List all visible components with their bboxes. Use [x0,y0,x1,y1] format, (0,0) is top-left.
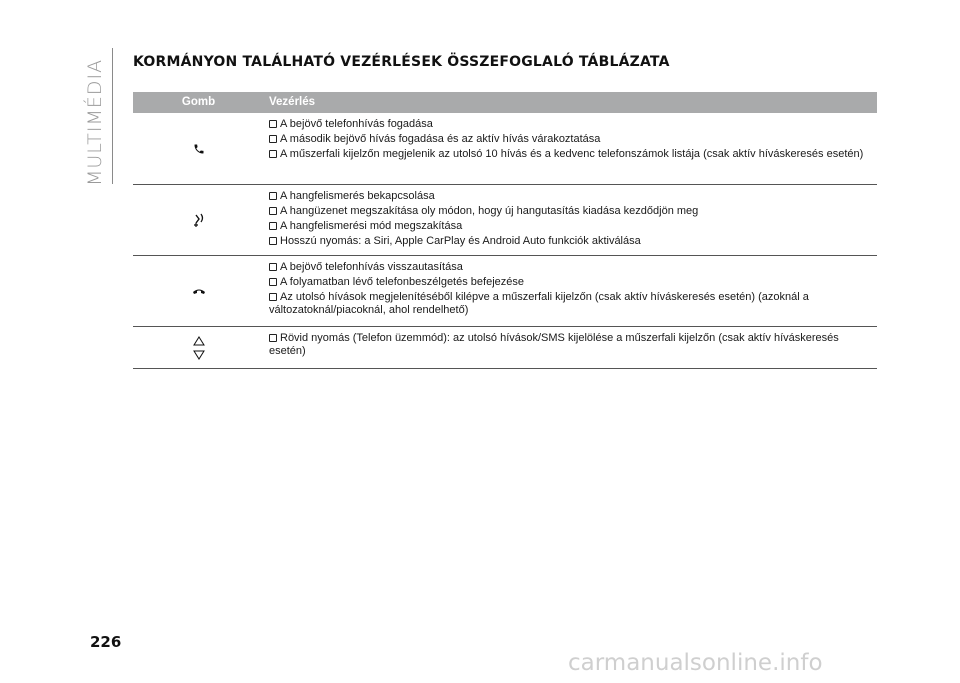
checkbox-bullet-icon [269,278,277,286]
list-item: A hangüzenet megszakítása oly módon, hogy új hangutasítás kiadása kezdődjön meg [269,205,871,218]
table-row [133,327,877,369]
table-row [133,113,877,185]
checkbox-bullet-icon [269,120,277,128]
checkbox-bullet-icon [269,222,277,230]
checkbox-bullet-icon [269,334,277,342]
up-down-arrows-icon [133,327,264,368]
voice-recognition-icon [133,185,264,255]
checkbox-bullet-icon [269,293,277,301]
list-item: Az utolsó hívások megjelenítéséből kilépve a műszerfali kijelzőn (csak aktív híváskeresés esetén) (azoknál a változatoknál/piacoknál, ahol rendelhető) [269,291,809,316]
controls-table [133,92,877,369]
table-header [133,92,877,113]
checkbox-bullet-icon [269,135,277,143]
checkbox-bullet-icon [269,263,277,271]
watermark: carmanualsonline.info [568,650,823,676]
control-cell [264,113,877,184]
control-cell [264,185,877,255]
header-button: Gomb [181,96,216,108]
page-title: KORMÁNYON TALÁLHATÓ VEZÉRLÉSEK ÖSSZEFOGLALÓ TÁBLÁZATA [133,54,670,70]
list-item: Hosszú nyomás: a Siri, Apple CarPlay és Android Auto funkciók aktiválása [269,235,871,248]
phone-hangup-icon [133,256,264,326]
list-item: Rövid nyomás (Telefon üzemmód): az utolsó hívások/SMS kijelölése a műszerfali kijelzőn (csak aktív híváskeresés esetén) [269,332,839,357]
control-cell [264,256,877,326]
control-cell [264,327,877,368]
list-item: A folyamatban lévő telefonbeszélgetés befejezése [269,276,871,289]
list-item: A második bejövő hívás fogadása és az aktív hívás várakoztatása [269,133,871,146]
checkbox-bullet-icon [269,192,277,200]
list-item: A bejövő telefonhívás visszautasítása [269,261,871,274]
table-row [133,256,877,327]
checkbox-bullet-icon [269,237,277,245]
checkbox-bullet-icon [269,150,277,158]
list-item: A hangfelismerés bekapcsolása [269,190,871,203]
header-control: Vezérlés [269,96,316,108]
page-number: 226 [90,633,122,651]
list-item: A hangfelismerési mód megszakítása [269,220,871,233]
checkbox-bullet-icon [269,207,277,215]
section-label: MULTIMÉDIA [84,58,106,186]
list-item: A bejövő telefonhívás fogadása [269,118,871,131]
list-item: A műszerfali kijelzőn megjelenik az utolsó 10 hívás és a kedvenc telefonszámok listája (csak aktív híváskeresés esetén) [269,148,871,161]
phone-answer-icon [133,113,264,184]
table-row [133,185,877,256]
